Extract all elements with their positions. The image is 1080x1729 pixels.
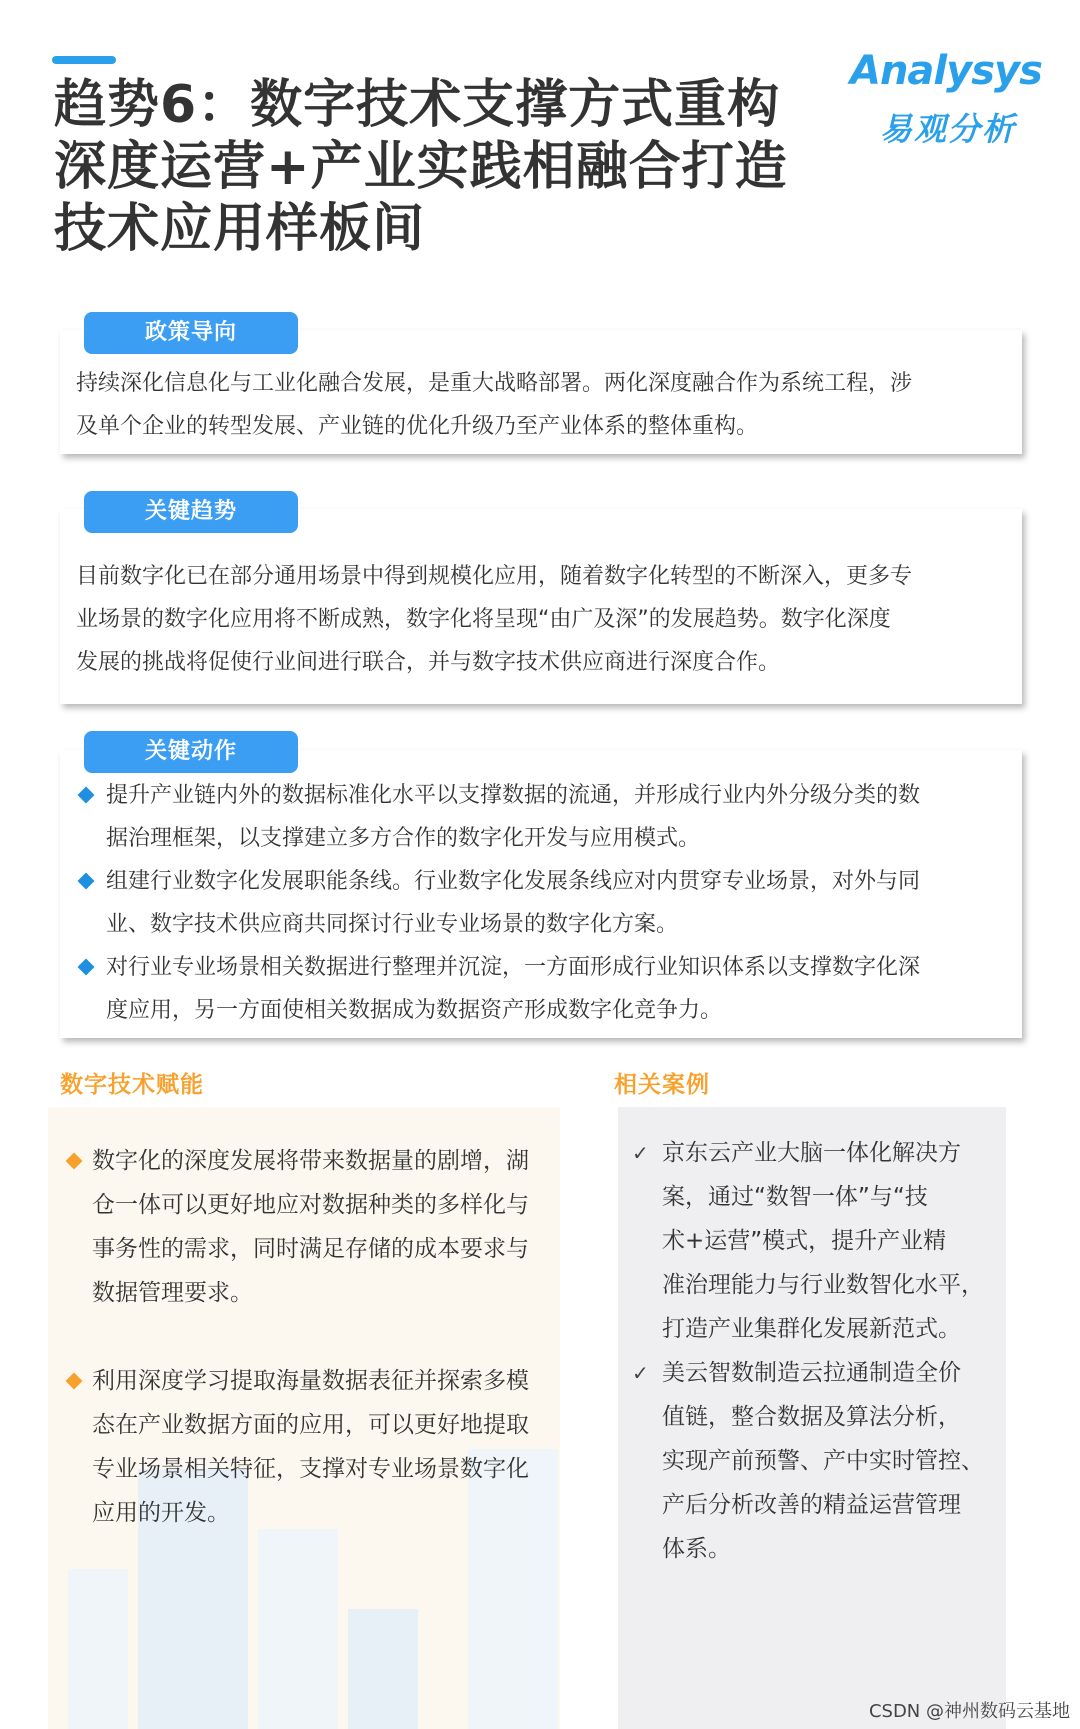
text-line: 案，通过“数智一体”与“技 bbox=[662, 1184, 928, 1210]
trend-section bbox=[60, 509, 1022, 704]
list-item bbox=[62, 1359, 532, 1535]
trend-label: 关键趋势 bbox=[84, 491, 298, 533]
text-line: 数据管理要求。 bbox=[92, 1280, 253, 1306]
text-line: 应用的开发。 bbox=[92, 1500, 230, 1526]
checkmark-icon: ✓ bbox=[632, 1361, 649, 1385]
list-item bbox=[62, 1139, 532, 1315]
trend-text bbox=[76, 555, 1006, 684]
text-line: 实现产前预警、产中实时管控、 bbox=[662, 1448, 984, 1474]
text-line: 发展的挑战将促使行业间进行联合，并与数字技术供应商进行深度合作。 bbox=[76, 650, 781, 675]
enablement-list bbox=[62, 1139, 532, 1579]
list-item bbox=[78, 946, 1008, 1032]
text-line: 体系。 bbox=[662, 1536, 731, 1562]
cases-heading: 相关案例 bbox=[614, 1072, 710, 1098]
text-line: 利用深度学习提取海量数据表征并探索多模 bbox=[92, 1368, 529, 1394]
text-line: 值链，整合数据及算法分析， bbox=[662, 1404, 961, 1430]
text-line: 目前数字化已在部分通用场景中得到规模化应用，随着数字化转型的不断深入，更多专 bbox=[76, 564, 913, 589]
csdn-watermark: CSDN @神州数码云基地 bbox=[868, 1701, 1070, 1722]
title-accent-bar bbox=[52, 56, 116, 64]
diamond-bullet-icon bbox=[66, 1373, 83, 1390]
building-decoration bbox=[348, 1609, 418, 1729]
text-line: 度应用，另一方面使相关数据成为数据资产形成数字化竞争力。 bbox=[106, 998, 723, 1023]
text-line: 据治理框架，以支撑建立多方合作的数字化开发与应用模式。 bbox=[106, 826, 701, 851]
diamond-bullet-icon bbox=[78, 959, 95, 976]
enablement-heading: 数字技术赋能 bbox=[60, 1072, 204, 1098]
text-line: 提升产业链内外的数据标准化水平以支撑数据的流通，并形成行业内外分级分类的数 bbox=[106, 783, 921, 808]
text-line: 仓一体可以更好地应对数据种类的多样化与 bbox=[92, 1192, 529, 1218]
building-decoration bbox=[68, 1569, 128, 1729]
list-item bbox=[630, 1351, 990, 1571]
logo-english: Analysys bbox=[850, 48, 1042, 94]
cases-panel bbox=[618, 1107, 1006, 1729]
title-line: 技术应用样板间 bbox=[54, 199, 426, 259]
text-line: 专业场景相关特征，支撑对专业场景数字化 bbox=[92, 1456, 529, 1482]
diamond-bullet-icon bbox=[78, 787, 95, 804]
text-line: 业场景的数字化应用将不断成熟，数字化将呈现“由广及深”的发展趋势。数字化深度 bbox=[76, 607, 891, 632]
checkmark-icon: ✓ bbox=[632, 1141, 649, 1165]
action-label: 关键动作 bbox=[84, 731, 298, 773]
list-item bbox=[630, 1131, 990, 1351]
text-line: 态在产业数据方面的应用，可以更好地提取 bbox=[92, 1412, 529, 1438]
text-line: 持续深化信息化与工业化融合发展，是重大战略部署。两化深度融合作为系统工程，涉 bbox=[76, 371, 913, 396]
text-line: 及单个企业的转型发展、产业链的优化升级乃至产业体系的整体重构。 bbox=[76, 414, 759, 439]
diamond-bullet-icon bbox=[66, 1153, 83, 1170]
text-line: 组建行业数字化发展职能条线。行业数字化发展条线应对内贯穿专业场景，对外与同 bbox=[106, 869, 921, 894]
policy-label: 政策导向 bbox=[84, 312, 298, 354]
logo-chinese: 易观分析 bbox=[880, 110, 1017, 148]
list-item bbox=[78, 860, 1008, 946]
text-line: 准治理能力与行业数智化水平， bbox=[662, 1272, 984, 1298]
action-section bbox=[60, 750, 1022, 1038]
page-title bbox=[54, 74, 854, 260]
cases-list bbox=[630, 1131, 990, 1571]
text-line: 数字化的深度发展将带来数据量的剧增，湖 bbox=[92, 1148, 529, 1174]
action-list bbox=[78, 774, 1008, 1032]
text-line: 产后分析改善的精益运营管理 bbox=[662, 1492, 961, 1518]
text-line: 京东云产业大脑一体化解决方 bbox=[662, 1140, 961, 1166]
diamond-bullet-icon bbox=[78, 873, 95, 890]
text-line: 对行业专业场景相关数据进行整理并沉淀，一方面形成行业知识体系以支撑数字化深 bbox=[106, 955, 921, 980]
text-line: 美云智数制造云拉通制造全价 bbox=[662, 1360, 961, 1386]
text-line: 业、数字技术供应商共同探讨行业专业场景的数字化方案。 bbox=[106, 912, 679, 937]
title-line: 深度运营+产业实践相融合打造 bbox=[54, 137, 788, 197]
enablement-panel bbox=[48, 1107, 560, 1729]
analysys-logo bbox=[850, 48, 1040, 148]
list-item bbox=[78, 774, 1008, 860]
policy-text bbox=[76, 362, 1006, 448]
text-line: 事务性的需求，同时满足存储的成本要求与 bbox=[92, 1236, 529, 1262]
text-line: 打造产业集群化发展新范式。 bbox=[662, 1316, 961, 1342]
title-line: 趋势6：数字技术支撑方式重构 bbox=[54, 75, 781, 135]
text-line: 术+运营”模式，提升产业精 bbox=[662, 1228, 947, 1254]
